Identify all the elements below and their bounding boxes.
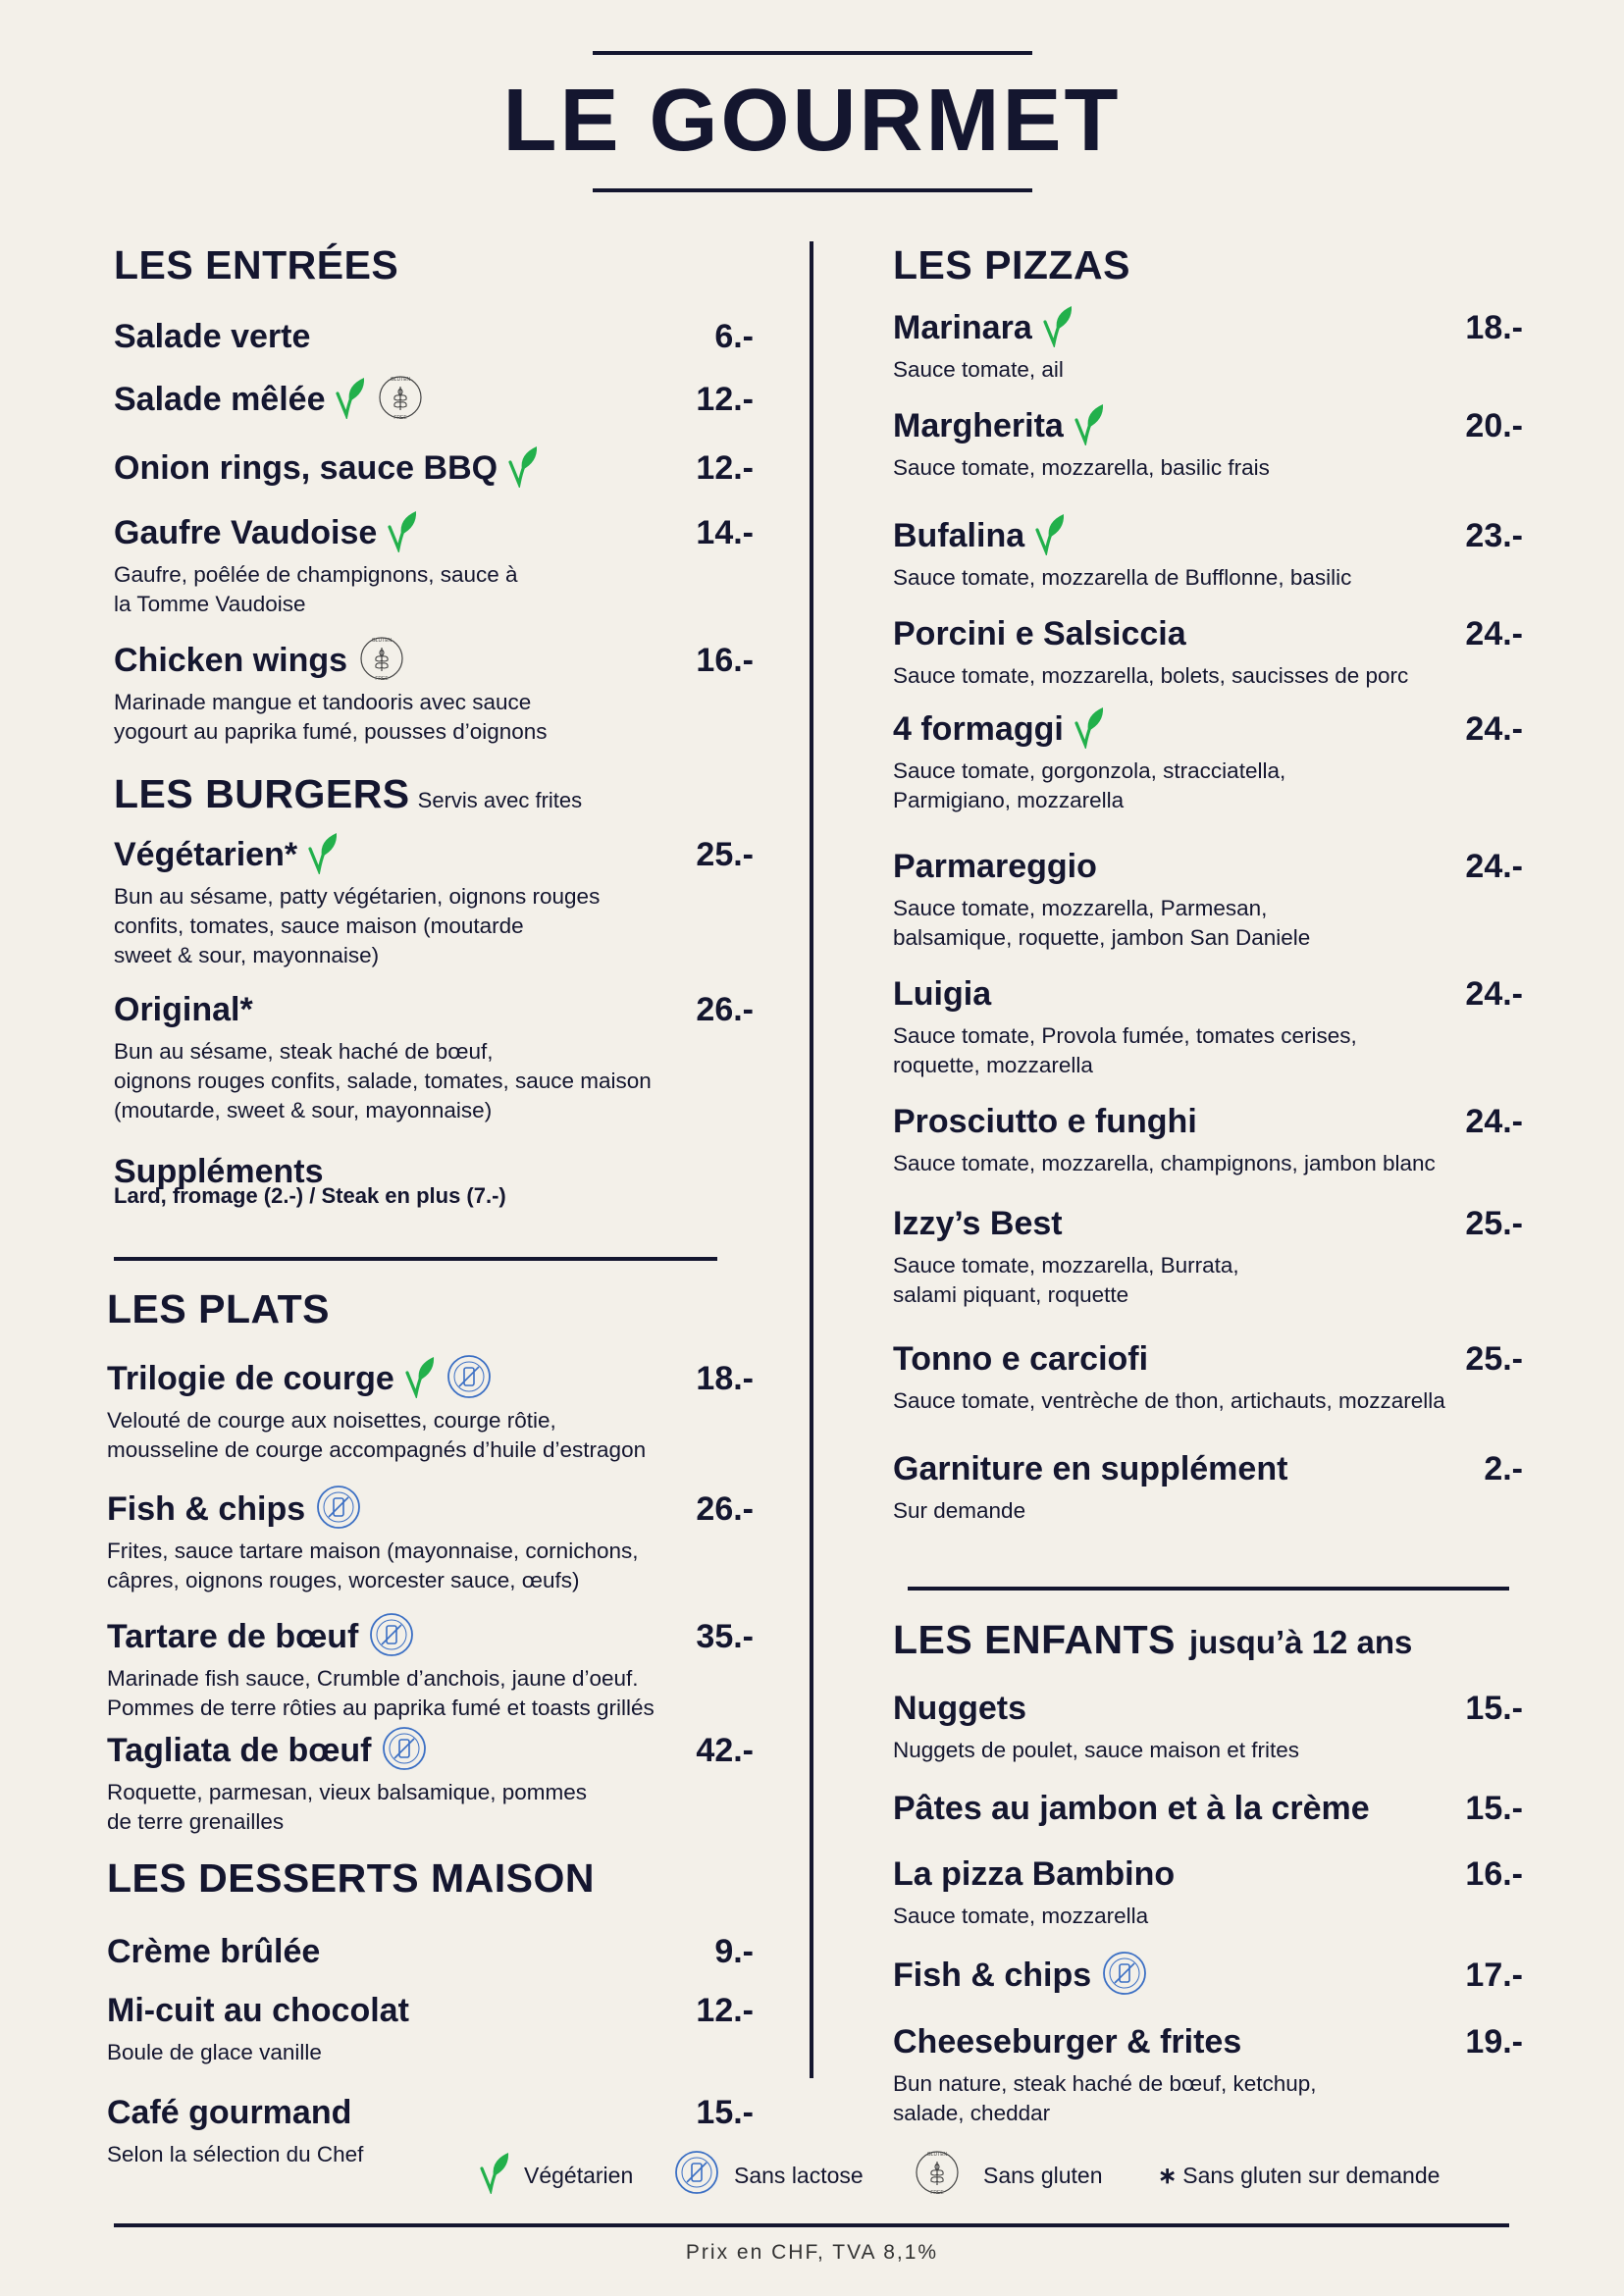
item-name-row <box>893 845 1523 888</box>
item-description <box>107 2038 322 2067</box>
description-line: Sauce tomate, ail <box>893 357 1064 382</box>
item-name: Tagliata de bœuf <box>107 1732 372 1769</box>
item-name-row <box>114 446 754 490</box>
item-name-row <box>107 1487 754 1531</box>
section-title: LES ENTRÉES <box>114 242 399 287</box>
section-subtitle: Servis avec frites <box>417 788 583 812</box>
item-name-row <box>893 1447 1523 1490</box>
svg-text:FREE: FREE <box>930 2190 944 2196</box>
item-name: 4 formaggi <box>893 710 1064 748</box>
section-title: LES PIZZAS <box>893 242 1130 287</box>
section-title: LES ENFANTS <box>893 1617 1176 1662</box>
item-price: 2.- <box>1484 1450 1523 1487</box>
menu-item <box>893 972 1523 1077</box>
description-line: Sauce tomate, mozzarella, bolets, saucisses de porc <box>893 663 1409 688</box>
item-name-row <box>107 1989 754 2032</box>
description-line: (moutarde, sweet & sour, mayonnaise) <box>114 1098 493 1122</box>
item-price: 24.- <box>1465 848 1523 885</box>
item-price: 9.- <box>714 1933 754 1970</box>
description-line: Velouté de courge aux noisettes, courge rôtie, <box>107 1408 556 1433</box>
description-line: mousseline de courge accompagnés d’huile d’estragon <box>107 1437 647 1462</box>
item-price: 15.- <box>696 2094 754 2131</box>
menu-item <box>893 1447 1523 1523</box>
item-description <box>107 1664 655 1723</box>
item-name-row <box>893 707 1523 751</box>
pizzas-enfants-divider <box>908 1587 1509 1591</box>
item-name: Prosciutto e funghi <box>893 1103 1197 1140</box>
item-description <box>114 560 518 619</box>
menu-item <box>893 1954 1523 1997</box>
item-name-row <box>893 1202 1523 1245</box>
item-name: Pâtes au jambon et à la crème <box>893 1790 1370 1827</box>
description-line: Sauce tomate, mozzarella, Parmesan, <box>893 896 1268 920</box>
lactose-free-icon <box>368 1611 415 1663</box>
description-line: Pommes de terre rôties au paprika fumé et toasts grillés <box>107 1696 655 1720</box>
menu-item <box>114 446 754 490</box>
menu-item <box>114 378 754 421</box>
lactose-free-icon <box>673 2149 720 2202</box>
item-price: 18.- <box>696 1360 754 1397</box>
item-description <box>893 894 1310 953</box>
item-name: Porcini e Salsiccia <box>893 615 1186 652</box>
menu-item <box>893 612 1523 688</box>
menu-item <box>893 1337 1523 1413</box>
item-name-row <box>114 315 754 358</box>
item-name: Mi-cuit au chocolat <box>107 1992 409 2029</box>
svg-text:GLUTEN: GLUTEN <box>926 2152 948 2158</box>
description-line: Parmigiano, mozzarella <box>893 788 1125 812</box>
item-name-row <box>114 833 754 876</box>
item-name: Fish & chips <box>107 1490 306 1528</box>
item-name: Tonno e carciofi <box>893 1340 1149 1378</box>
item-price: 12.- <box>696 381 754 418</box>
item-name-row <box>893 1337 1523 1381</box>
item-name-row <box>114 511 754 554</box>
item-name: Marinara <box>893 309 1032 346</box>
item-name: La pizza Bambino <box>893 1855 1176 1893</box>
column-divider <box>810 241 813 2078</box>
description-line: salade, cheddar <box>893 2101 1051 2125</box>
vegetarian-icon <box>1074 402 1105 450</box>
vegetarian-icon <box>307 831 339 879</box>
section-title: LES DESSERTS MAISON <box>107 1855 596 1901</box>
legend-lactose-free-label: Sans lactose <box>734 2162 864 2188</box>
menu-item <box>114 315 754 358</box>
item-name-row <box>107 1357 754 1400</box>
section-heading-enfants <box>893 1615 1412 1667</box>
item-name: Parmareggio <box>893 848 1097 885</box>
menu-item <box>107 1930 754 1973</box>
description-line: Sauce tomate, gorgonzola, stracciatella, <box>893 758 1286 783</box>
description-line: Bun au sésame, patty végétarien, oignons rouges <box>114 884 601 909</box>
description-line: Sauce tomate, mozzarella, champignons, jambon blanc <box>893 1151 1436 1175</box>
item-name-row <box>893 1852 1523 1896</box>
svg-text:GLUTEN: GLUTEN <box>391 376 411 383</box>
item-name-row <box>114 378 754 421</box>
item-name: Luigia <box>893 975 992 1013</box>
lactose-free-icon <box>315 1484 362 1536</box>
menu-item <box>114 637 754 744</box>
item-description <box>114 688 548 747</box>
gluten-free-icon <box>913 2148 962 2203</box>
menu-item <box>114 1150 754 1208</box>
section-title: LES BURGERS <box>114 771 410 816</box>
item-price: 25.- <box>696 836 754 873</box>
menu-item <box>893 1100 1523 1175</box>
item-description <box>114 1037 652 1125</box>
item-description <box>893 1149 1436 1178</box>
item-price: 14.- <box>696 514 754 551</box>
legend-vegetarian <box>479 2149 633 2202</box>
description-line: Sauce tomate, mozzarella de Bufflonne, basilic <box>893 565 1352 590</box>
menu-item <box>893 2020 1523 2125</box>
item-price: 35.- <box>696 1618 754 1655</box>
item-description <box>893 1021 1357 1080</box>
description-line: Sauce tomate, mozzarella, Burrata, <box>893 1253 1239 1278</box>
section-subtitle: jusqu’à 12 ans <box>1188 1624 1413 1660</box>
menu-item <box>893 1787 1523 1830</box>
legend-gluten-on-request-label: Sans gluten sur demande <box>1182 2162 1441 2188</box>
item-description <box>107 1778 587 1837</box>
vegetarian-icon <box>1034 512 1066 560</box>
item-name: Cheeseburger & frites <box>893 2023 1242 2061</box>
item-description <box>893 661 1408 691</box>
item-name: Salade mêlée <box>114 381 326 418</box>
item-name-row <box>114 639 754 682</box>
description-line: oignons rouges confits, salade, tomates, sauce maison <box>114 1069 652 1093</box>
item-price: 42.- <box>696 1732 754 1769</box>
item-description <box>893 355 1064 385</box>
title-bottom-rule <box>593 188 1032 192</box>
description-line: Marinade fish sauce, Crumble d’anchois, jaune d’oeuf. <box>107 1666 639 1691</box>
item-price: 24.- <box>1465 1103 1523 1140</box>
item-description <box>893 453 1270 483</box>
item-name-row <box>893 1787 1523 1830</box>
item-name: Crème brûlée <box>107 1933 321 1970</box>
vegetarian-icon <box>479 2151 510 2200</box>
item-name: Bufalina <box>893 517 1025 554</box>
legend-vegetarian-label: Végétarien <box>524 2162 634 2188</box>
item-description <box>893 1386 1445 1416</box>
legend <box>0 2149 1624 2202</box>
item-name-row <box>107 2091 754 2134</box>
menu-item <box>107 1989 754 2064</box>
menu-item <box>107 1487 754 1592</box>
description-line: Sauce tomate, mozzarella <box>893 1904 1149 1928</box>
item-name-row <box>893 404 1523 447</box>
footer-rule <box>114 2223 1509 2227</box>
description-line: la Tomme Vaudoise <box>114 592 306 616</box>
item-description <box>893 1251 1239 1310</box>
item-name-row <box>893 1954 1523 1997</box>
item-price: 16.- <box>696 642 754 679</box>
item-name-row <box>107 1930 754 1973</box>
description-line: roquette, mozzarella <box>893 1053 1093 1077</box>
vegetarian-icon <box>335 376 366 424</box>
description-line: balsamique, roquette, jambon San Daniele <box>893 925 1311 950</box>
description-line: yogourt au paprika fumé, pousses d’oignons <box>114 719 548 744</box>
footer-note: Prix en CHF, TVA 8,1% <box>685 2241 939 2264</box>
item-description <box>893 1496 1025 1526</box>
item-description <box>893 1902 1148 1931</box>
item-description <box>893 2069 1317 2128</box>
gluten-free-icon <box>376 373 425 427</box>
menu-item <box>107 2091 754 2166</box>
item-description <box>114 882 600 970</box>
item-price: 25.- <box>1465 1205 1523 1242</box>
description-line: Selon la sélection du Chef <box>107 2142 364 2166</box>
description-line: confits, tomates, sauce maison (moutarde <box>114 913 524 938</box>
item-name: Salade verte <box>114 318 311 355</box>
menu-item <box>893 845 1523 950</box>
burgers-plats-divider <box>114 1257 717 1261</box>
item-price: 12.- <box>696 449 754 487</box>
description-line: Sauce tomate, Provola fumée, tomates cerises, <box>893 1023 1357 1048</box>
item-name: Tartare de bœuf <box>107 1618 359 1655</box>
section-heading-burgers <box>114 769 582 825</box>
item-description <box>893 563 1351 593</box>
item-name-row <box>893 972 1523 1016</box>
description-line: Marinade mangue et tandooris avec sauce <box>114 690 532 714</box>
menu-item <box>114 511 754 616</box>
item-price: 25.- <box>1465 1340 1523 1378</box>
item-price: 24.- <box>1465 975 1523 1013</box>
item-name-row <box>893 514 1523 557</box>
item-name: Margherita <box>893 407 1064 444</box>
item-price: 16.- <box>1465 1855 1523 1893</box>
item-name-row <box>107 1615 754 1658</box>
section-heading-pizzas <box>893 240 1130 289</box>
description-line: Sauce tomate, mozzarella, basilic frais <box>893 455 1270 480</box>
legend-gluten-free-label: Sans gluten <box>983 2162 1103 2188</box>
item-price: 15.- <box>1465 1790 1523 1827</box>
menu-item <box>893 404 1523 480</box>
lactose-free-icon <box>381 1725 428 1777</box>
item-name: Garniture en supplément <box>893 1450 1288 1487</box>
item-name: Végétarien* <box>114 836 298 873</box>
description-line: Bun nature, steak haché de bœuf, ketchup, <box>893 2071 1317 2096</box>
description-line: Boule de glace vanille <box>107 2040 322 2064</box>
menu-item <box>893 514 1523 590</box>
description-line: de terre grenailles <box>107 1809 285 1834</box>
vegetarian-icon <box>404 1355 436 1403</box>
legend-gluten-on-request <box>1158 2149 1440 2202</box>
item-price: 23.- <box>1465 517 1523 554</box>
item-price: 24.- <box>1465 710 1523 748</box>
item-name-row <box>893 2020 1523 2063</box>
description-line: sweet & sour, mayonnaise) <box>114 943 380 967</box>
item-name-row <box>107 1729 754 1772</box>
item-price: 18.- <box>1465 309 1523 346</box>
menu-item <box>107 1729 754 1834</box>
item-name: Gaufre Vaudoise <box>114 514 378 551</box>
item-description <box>893 757 1285 815</box>
item-description <box>893 1736 1299 1765</box>
title-top-rule <box>593 51 1032 55</box>
menu-item <box>893 707 1523 812</box>
description-line: Lard, fromage (2.-) / Steak en plus (7.-) <box>114 1183 506 1208</box>
svg-text:FREE: FREE <box>375 675 389 682</box>
menu-item <box>107 1357 754 1462</box>
item-name: Suppléments <box>114 1153 324 1190</box>
item-description <box>114 1181 506 1211</box>
page-title: LE GOURMET <box>502 72 1122 170</box>
description-line: Nuggets de poulet, sauce maison et frites <box>893 1738 1299 1762</box>
description-line: Frites, sauce tartare maison (mayonnaise, cornichons, <box>107 1539 639 1563</box>
item-name: Nuggets <box>893 1690 1026 1727</box>
legend-lactose-free <box>673 2149 864 2202</box>
item-price: 12.- <box>696 1992 754 2029</box>
section-heading-desserts <box>107 1853 595 1903</box>
menu-item <box>893 1687 1523 1762</box>
item-name-row <box>893 306 1523 349</box>
item-price: 26.- <box>696 991 754 1028</box>
section-title: LES PLATS <box>107 1286 330 1331</box>
item-name-row <box>893 1100 1523 1143</box>
item-price: 19.- <box>1465 2023 1523 2061</box>
item-price: 26.- <box>696 1490 754 1528</box>
lactose-free-icon <box>445 1353 493 1405</box>
item-name: Fish & chips <box>893 1957 1092 1994</box>
lactose-free-icon <box>1101 1950 1148 2002</box>
svg-text:GLUTEN: GLUTEN <box>371 637 393 644</box>
menu-item <box>893 306 1523 382</box>
item-price: 17.- <box>1465 1957 1523 1994</box>
item-name-row <box>893 612 1523 655</box>
vegetarian-icon <box>1042 304 1074 352</box>
menu-item <box>114 833 754 967</box>
item-name: Onion rings, sauce BBQ <box>114 449 498 487</box>
description-line: Bun au sésame, steak haché de bœuf, <box>114 1039 494 1064</box>
item-price: 15.- <box>1465 1690 1523 1727</box>
vegetarian-icon <box>387 509 418 557</box>
item-name: Trilogie de courge <box>107 1360 394 1397</box>
menu-item <box>107 1615 754 1720</box>
description-line: Gaufre, poêlée de champignons, sauce à <box>114 562 518 587</box>
svg-text:FREE: FREE <box>393 414 408 421</box>
item-name: Izzy’s Best <box>893 1205 1063 1242</box>
section-heading-plats <box>107 1284 330 1333</box>
item-description <box>107 1406 646 1465</box>
menu-item <box>893 1852 1523 1928</box>
item-name: Original* <box>114 991 253 1028</box>
vegetarian-icon <box>1074 705 1105 754</box>
vegetarian-icon <box>507 444 539 493</box>
item-price: 24.- <box>1465 615 1523 652</box>
description-line: salami piquant, roquette <box>893 1282 1129 1307</box>
legend-gluten-free <box>913 2149 1102 2202</box>
gluten-free-icon <box>357 634 406 688</box>
menu-item <box>114 988 754 1122</box>
item-price: 20.- <box>1465 407 1523 444</box>
section-heading-entrees <box>114 240 398 289</box>
item-name: Café gourmand <box>107 2094 352 2131</box>
asterisk-icon: ∗ <box>1158 2162 1178 2188</box>
description-line: Sauce tomate, ventrèche de thon, artichauts, mozzarella <box>893 1388 1445 1413</box>
item-description <box>107 1537 638 1595</box>
menu-item <box>893 1202 1523 1307</box>
item-name-row <box>114 988 754 1031</box>
description-line: câpres, oignons rouges, worcester sauce, œufs) <box>107 1568 580 1592</box>
description-line: Sur demande <box>893 1498 1026 1523</box>
item-price: 6.- <box>714 318 754 355</box>
item-name: Chicken wings <box>114 642 348 679</box>
item-name-row <box>893 1687 1523 1730</box>
description-line: Roquette, parmesan, vieux balsamique, pommes <box>107 1780 588 1804</box>
